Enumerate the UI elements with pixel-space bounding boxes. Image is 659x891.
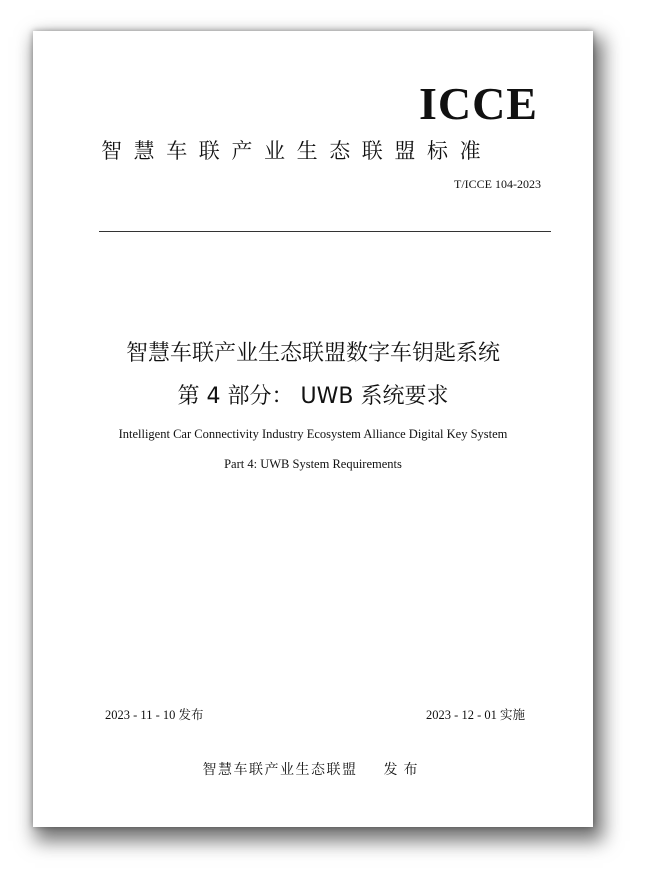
chinese-title-line-1: 智慧车联产业生态联盟数字车钥匙系统	[125, 341, 500, 366]
english-title-line-1: Intelligent Car Connectivity Industry Ecosystem Alliance Digital Key System	[118, 427, 508, 441]
standard-name: 智慧车联产业生态联盟标准	[101, 139, 493, 163]
publisher-organization: 智慧车联产业生态联盟	[202, 762, 358, 778]
icce-logo: ICCE	[418, 78, 538, 129]
standard-number: T/ICCE 104-2023	[454, 177, 541, 191]
document-cover-page	[33, 31, 593, 827]
issue-date: 2023 - 11 - 10 发布	[105, 708, 204, 722]
implementation-date: 2023 - 12 - 01 实施	[426, 708, 525, 722]
english-title-line-2: Part 4: UWB System Requirements	[224, 457, 402, 471]
publisher-action: 发布	[383, 762, 424, 778]
header-divider	[99, 231, 551, 232]
publisher-line	[33, 763, 593, 777]
chinese-title-line-2: 第 4 部分： UWB 系统要求	[177, 384, 449, 409]
